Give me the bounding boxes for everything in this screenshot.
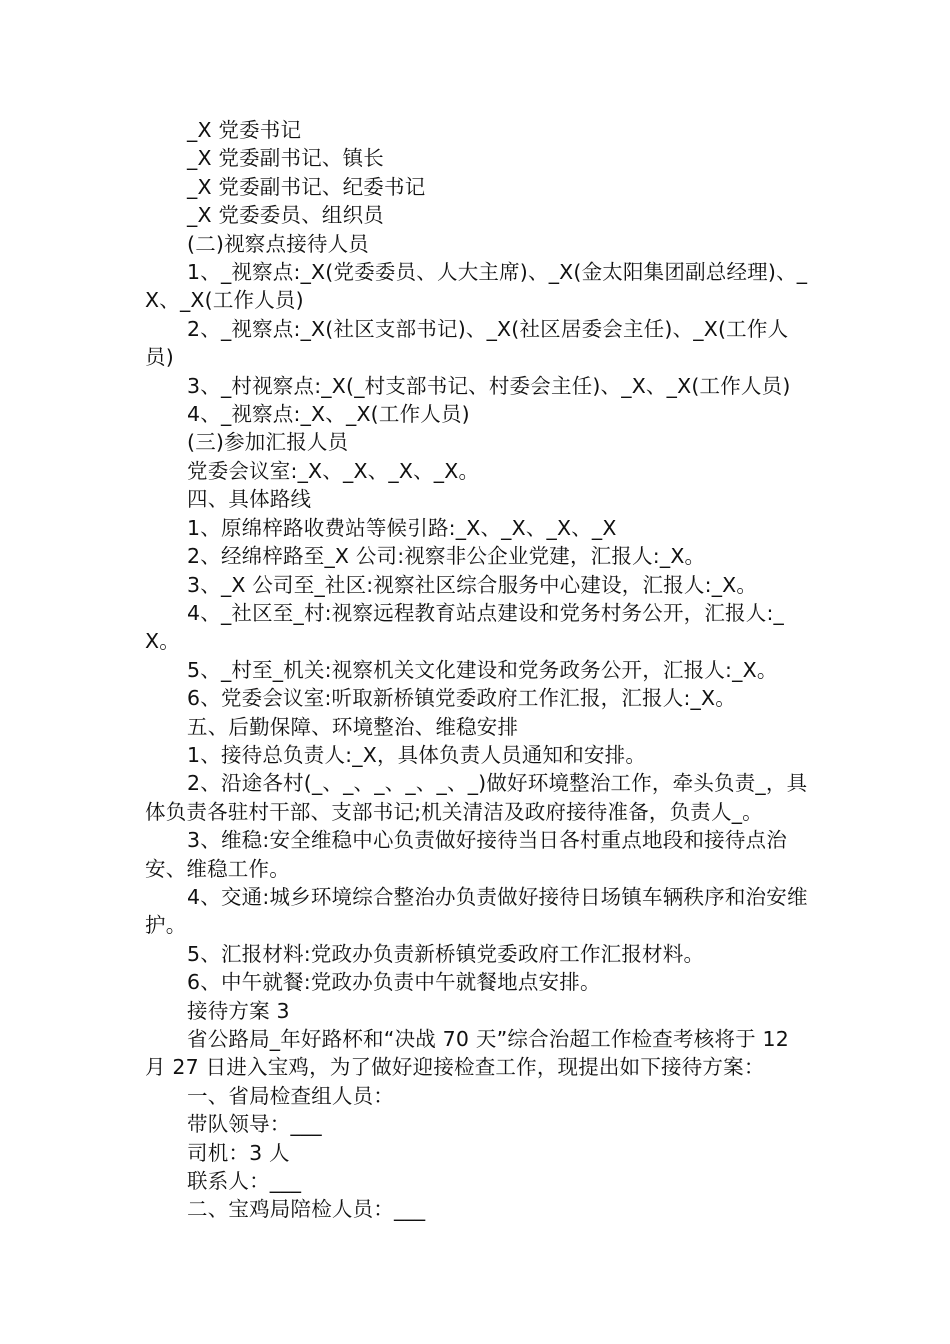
paragraph-24: 5、汇报材料:党政办负责新桥镇党委政府工作汇报材料。 [187,941,705,966]
paragraph-21: 2、沿途各村(_、_、_、_、_、_)做好环境整治工作，牵头负责_，具体负责各驻村干部、支部书记;机关清洁及政府接待准备，负责人_。 [145,771,808,824]
paragraph-11: 党委会议室:_X、_X、_X、_X。 [187,458,480,483]
paragraph-9: 4、_视察点:_X、_X(工作人员) [187,402,470,427]
section-heading-reception-staff: (二)视察点接待人员 [187,231,369,256]
paragraph-25: 6、中午就餐:党政办负责中午就餐地点安排。 [187,970,601,995]
paragraph-13: 1、原绵梓路收费站等候引路:_X、_X、_X、_X [187,515,617,540]
section-heading-report-attendees: (三)参加汇报人员 [187,430,349,455]
section-heading-logistics: 五、后勤保障、环境整治、维稳安排 [187,714,519,739]
paragraph-16: 4、_社区至_村:视察远程教育站点建设和党务村务公开，汇报人:_X。 [145,600,785,654]
paragraph-23: 4、交通:城乡环境综合整治办负责做好接待日场镇车辆秩序和治安维护。 [145,884,808,938]
document-body [145,116,815,1224]
paragraph-14: 2、经绵梓路至_X 公司:视察非公企业党建，汇报人:_X。 [187,544,706,569]
paragraph-15: 3、_X 公司至_社区:视察社区综合服务中心建设，汇报人:_X。 [187,572,758,597]
section-heading-route: 四、具体路线 [187,487,312,512]
paragraph-3: _X 党委副书记、纪委书记 [187,174,426,199]
section-heading-inspection-team: 一、省局检查组人员： [187,1083,394,1108]
paragraph-17: 5、_村至_机关:视察机关文化建设和党务政务公开，汇报人:_X。 [187,657,778,682]
section-heading-plan-3: 接待方案 3 [187,998,290,1023]
section-heading-escort-staff: 二、宝鸡局陪检人员：___ [187,1197,426,1222]
paragraph-8: 3、_村视察点:_X(_村支部书记、村委会主任)、_X、_X(工作人员) [187,373,791,398]
paragraph-7: 2、_视察点:_X(社区支部书记)、_X(社区居委会主任)、_X(工作人员) [145,316,789,370]
paragraph-30: 司机：3 人 [187,1140,290,1165]
paragraph-22: 3、维稳:安全维稳中心负责做好接待当日各村重点地段和接待点治安、维稳工作。 [145,828,787,881]
paragraph-27: 省公路局_年好路杯和“决战 70 天”综合治超工作检查考核将于 12 月 27 日进入宝鸡，为了做好迎接检查工作，现提出如下接待方案： [145,1027,790,1080]
paragraph-1: _X 党委书记 [187,118,302,142]
paragraph-18: 6、党委会议室:听取新桥镇党委政府工作汇报，汇报人:_X。 [187,686,736,711]
paragraph-2: _X 党委副书记、镇长 [187,146,385,171]
paragraph-29: 带队领导：___ [187,1112,322,1137]
paragraph-31: 联系人：___ [187,1169,302,1194]
paragraph-4: _X 党委委员、组织员 [187,203,385,228]
paragraph-20: 1、接待总负责人:_X，具体负责人员通知和安排。 [187,742,647,767]
paragraph-6: 1、_视察点:_X(党委委员、人大主席)、_X(金太阳集团副总经理)、_X、_X(工作人员) [145,260,808,313]
